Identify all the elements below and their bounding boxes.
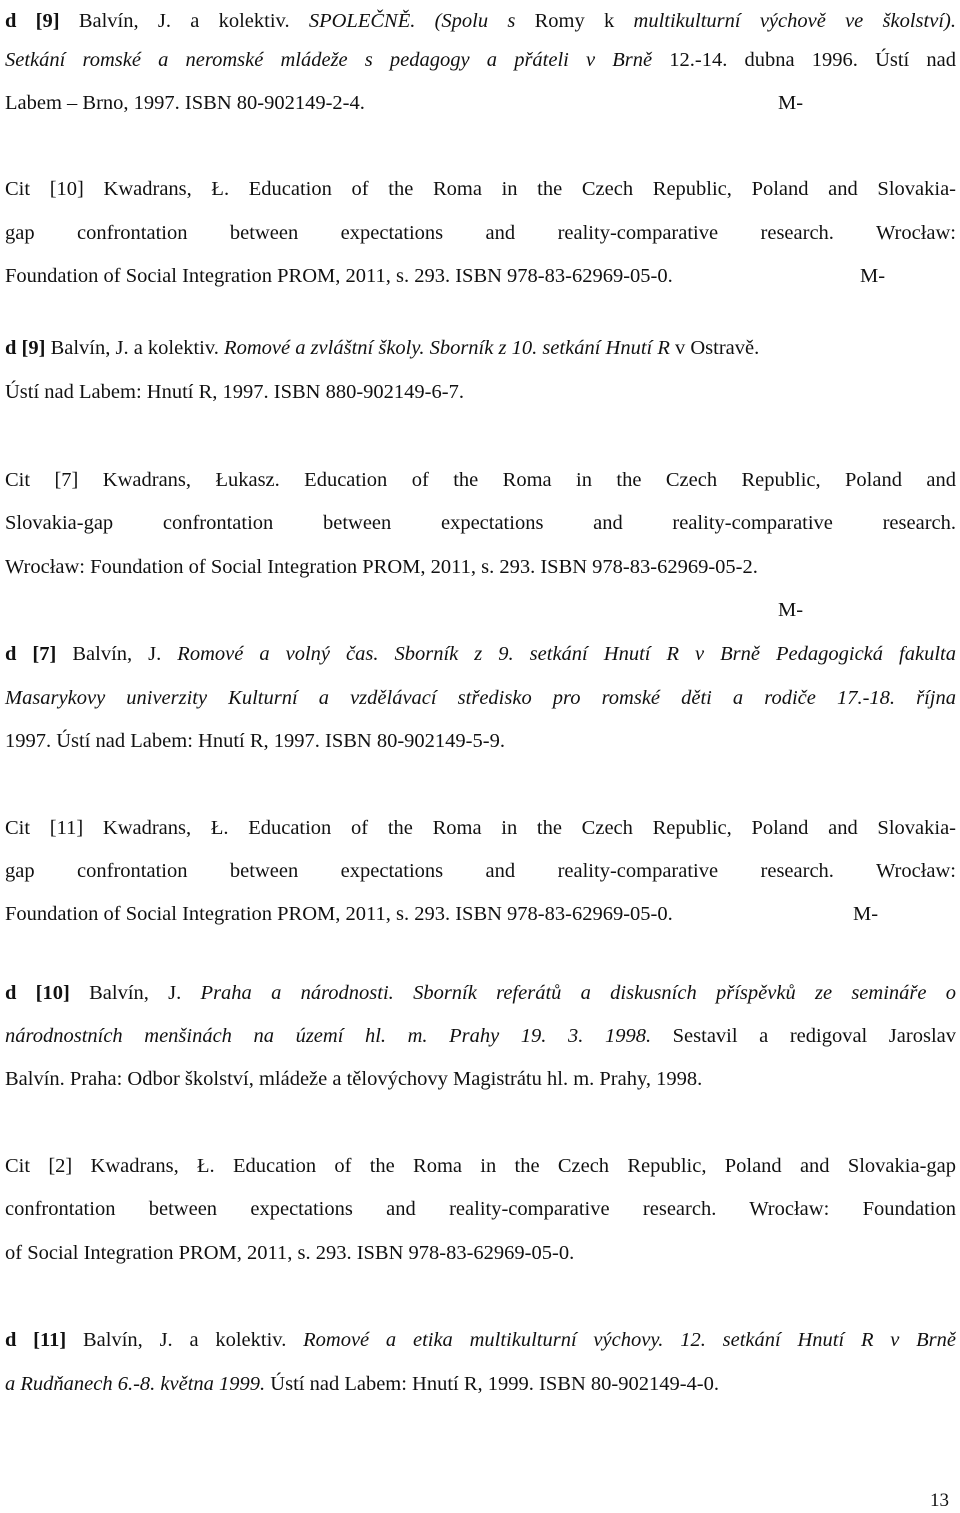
- text-segment: M-: [778, 92, 804, 114]
- text-line: [5, 510, 956, 536]
- text-line: [5, 220, 956, 246]
- text-segment: v Ostravě.: [675, 337, 760, 359]
- entry-label: d [9]: [5, 10, 79, 32]
- text-line: [5, 1240, 956, 1266]
- text-segment: M-: [853, 903, 879, 925]
- text-line: [5, 335, 956, 361]
- text-line: [5, 901, 956, 927]
- text-line: [5, 641, 956, 667]
- text-segment: Foundation of Social Integration PROM, 2011, s. 293. ISBN 978-83-62969-05-0.: [5, 265, 673, 287]
- entry-marker: [853, 901, 878, 927]
- text-segment: Sestavil a redigoval Jaroslav: [672, 1025, 956, 1047]
- text-line: [5, 90, 956, 116]
- text-line: [5, 8, 956, 34]
- text-line: [5, 815, 956, 841]
- text-segment: Cit [2] Kwadrans, Ł. Education of the Roma in the Czech Republic, Poland and Slovakia-gap: [5, 1155, 956, 1177]
- text-line: [5, 1371, 956, 1397]
- italic-text: SPOLEČNĚ. (Spolu s: [308, 10, 535, 32]
- entry-label: d: [5, 337, 22, 359]
- text-line: [5, 467, 956, 493]
- entry-marker: [860, 263, 885, 289]
- entry-marker: [778, 597, 803, 623]
- italic-text: a Rudňanech 6.-8. května 1999.: [5, 1373, 271, 1395]
- italic-text: multikulturní výchově ve školství).: [633, 10, 956, 32]
- entry-label: [9]: [21, 337, 51, 359]
- text-line: [5, 685, 956, 711]
- text-segment: Balvín, J. a kolektiv.: [83, 1329, 304, 1351]
- italic-text: Masarykovy univerzity Kulturní a vzdělávací středisko pro romské děti a rodiče 17.-18. října: [5, 687, 956, 709]
- text-line: [5, 1327, 956, 1353]
- text-line: [5, 1066, 956, 1092]
- italic-text: Romové a etika multikulturní výchovy. 12. setkání Hnutí R v Brně: [303, 1329, 956, 1351]
- text-segment: Cit [11] Kwadrans, Ł. Education of the Roma in the Czech Republic, Poland and Slovakia-: [5, 817, 956, 839]
- page-number: 13: [930, 1490, 949, 1511]
- text-segment: Balvín. Praha: Odbor školství, mládeže a tělovýchovy Magistrátu hl. m. Prahy, 1998.: [5, 1068, 703, 1090]
- text-line: [5, 47, 956, 73]
- text-segment: confrontation between expectations and reality-comparative research. Wrocław: Foundation: [5, 1198, 956, 1220]
- text-segment: Balvín, J.: [72, 643, 178, 665]
- italic-text: Romové a zvláštní školy. Sborník z 10. setkání Hnutí R: [224, 337, 675, 359]
- text-segment: 1997. Ústí nad Labem: Hnutí R, 1997. ISBN 80-902149-5-9.: [5, 730, 505, 752]
- text-segment: Balvín, J.: [89, 982, 201, 1004]
- entry-label: d [7]: [5, 643, 73, 665]
- text-line: [5, 980, 956, 1006]
- text-segment: M-: [860, 265, 886, 287]
- text-segment: Balvín, J. a kolektiv.: [50, 337, 225, 359]
- text-line: [5, 858, 956, 884]
- text-segment: Foundation of Social Integration PROM, 2011, s. 293. ISBN 978-83-62969-05-0.: [5, 903, 673, 925]
- italic-text: Praha a národnosti. Sborník referátů a diskusních příspěvků ze semináře o: [200, 982, 956, 1004]
- text-line: [5, 728, 956, 754]
- text-segment: gap confrontation between expectations and reality-comparative research. Wrocław:: [5, 860, 956, 882]
- text-segment: Ústí nad Labem: Hnutí R, 1997. ISBN 880-902149-6-7.: [5, 381, 464, 403]
- entry-marker: [778, 90, 803, 116]
- text-line: [5, 176, 956, 202]
- text-segment: Wrocław: Foundation of Social Integration PROM, 2011, s. 293. ISBN 978-83-62969-05-2.: [5, 556, 758, 578]
- italic-text: Setkání romské a neromské mládeže s pedagogy a přáteli v Brně: [5, 49, 670, 71]
- text-segment: Ústí nad Labem: Hnutí R, 1999. ISBN 80-902149-4-0.: [270, 1373, 719, 1395]
- text-segment: gap confrontation between expectations and reality-comparative research. Wrocław:: [5, 222, 956, 244]
- text-segment: M-: [778, 599, 804, 621]
- text-line: [5, 1153, 956, 1179]
- text-segment: Slovakia-gap confrontation between expectations and reality-comparative research.: [5, 512, 956, 534]
- text-line: [5, 263, 956, 289]
- text-segment: Labem – Brno, 1997. ISBN 80-902149-2-4.: [5, 92, 365, 114]
- entry-label: d [10]: [5, 982, 90, 1004]
- text-segment: Romy k: [534, 10, 634, 32]
- text-line: [5, 1196, 956, 1222]
- italic-text: národnostních menšinách na území hl. m. Prahy 19. 3. 1998.: [5, 1025, 673, 1047]
- text-segment: 12.-14. dubna 1996. Ústí nad: [669, 49, 957, 71]
- text-line: [5, 554, 956, 580]
- text-line: [5, 1023, 956, 1049]
- text-segment: Cit [10] Kwadrans, Ł. Education of the Roma in the Czech Republic, Poland and Slovakia-: [5, 178, 956, 200]
- text-segment: Cit [7] Kwadrans, Łukasz. Education of the Roma in the Czech Republic, Poland and: [5, 469, 956, 491]
- italic-text: Romové a volný čas. Sborník z 9. setkání Hnutí R v Brně Pedagogická fakulta: [177, 643, 956, 665]
- text-line: [5, 379, 956, 405]
- text-segment: Balvín, J. a kolektiv.: [78, 10, 309, 32]
- entry-label: d [11]: [5, 1329, 83, 1351]
- text-segment: of Social Integration PROM, 2011, s. 293. ISBN 978-83-62969-05-0.: [5, 1242, 575, 1264]
